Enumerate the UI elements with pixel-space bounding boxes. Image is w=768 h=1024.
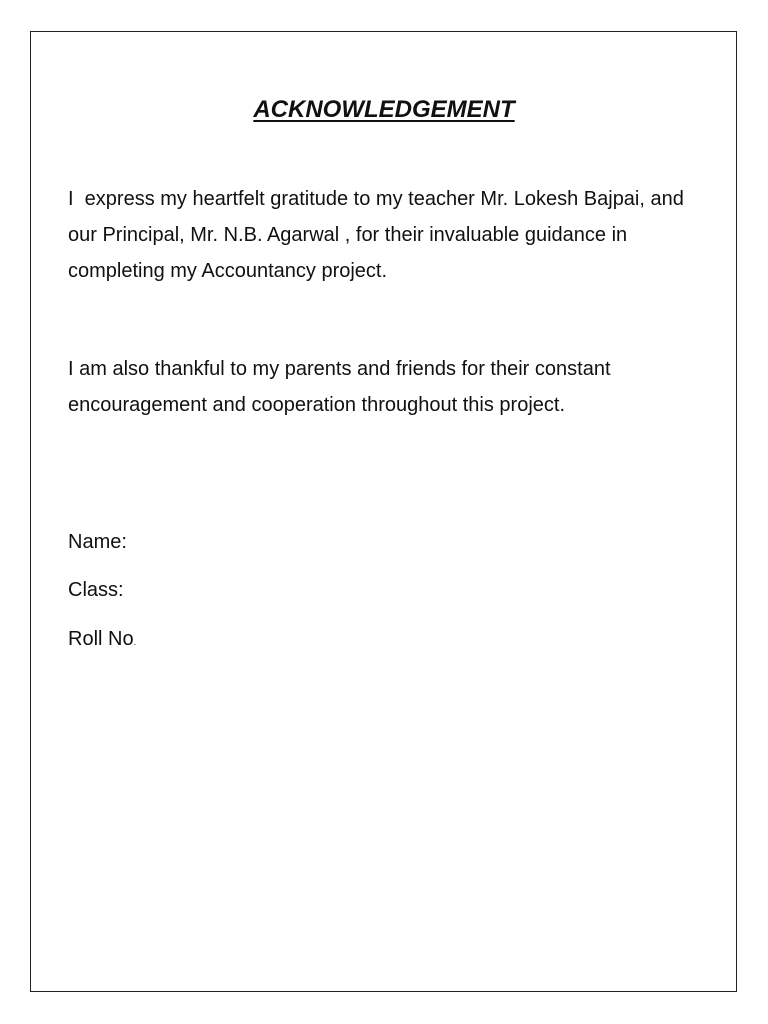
document-title: ACKNOWLEDGEMENT (253, 96, 515, 123)
name-field-label: Name: (68, 531, 127, 553)
gratitude-paragraph: I express my heartfelt gratitude to my teacher Mr. Lokesh Bajpai, and our Principal, Mr. N.B. Agarwal , for their invaluable guidance in completing my Accountancy project. (68, 188, 690, 282)
roll-number-label: Roll No (68, 628, 134, 650)
class-field-label: Class: (68, 579, 124, 601)
roll-number-dot: . (133, 637, 137, 647)
page-border (30, 31, 737, 992)
thanks-paragraph: I am also thankful to my parents and friends for their constant encouragement and cooperation throughout this project. (68, 358, 611, 416)
roll-number-field (68, 625, 136, 656)
